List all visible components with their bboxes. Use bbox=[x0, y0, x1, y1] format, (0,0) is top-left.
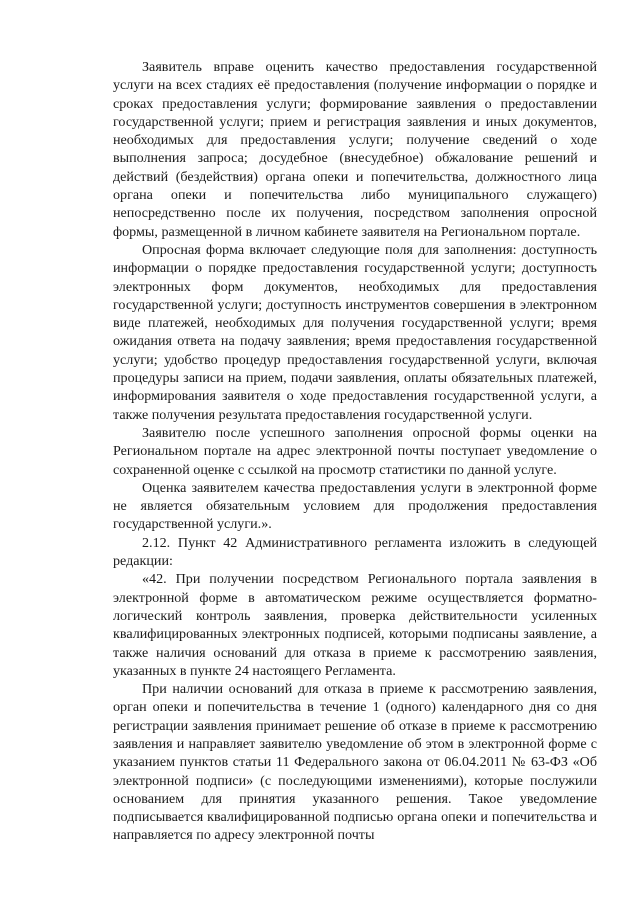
paragraph-item-42: «42. При получении посредством Регионального портала заявления в электронной форме в автоматическом режиме осуществляется форматно-логический контроль заявления, проверка действительности усиленных квалифицированных электронных подписей, которыми подписаны заявление, а также наличия оснований для отказа в приеме к рассмотрению заявления, указанных в пункте 24 настоящего Регламента. bbox=[113, 571, 597, 679]
paragraph-survey-form-fields: Опросная форма включает следующие поля для заполнения: доступность информации о порядке предоставления государственной услуги; доступность электронных форм документов, необходимых для предоставления государственной услуги; доступность инструментов совершения в электронном виде платежей, необходимых для получения государственной услуги; время ожидания ответа на подачу заявления; время предоставления государственной услуги; удобство процедур предоставления государственной услуги, включая процедуры записи на прием, подачи заявления, оплаты обязательных платежей, информирования заявителя о ходе предоставления государственной услуги, а также получения результата предоставления государственной услуги. bbox=[113, 241, 597, 423]
paragraph-refusal-grounds: При наличии оснований для отказа в приеме к рассмотрению заявления, орган опеки и попечительства в течение 1 (одного) календарного дня со дня регистрации заявления принимает решение об отказе в приеме к рассмотрению заявления и направляет заявителю уведомление об этом в электронной форме с указанием пунктов статьи 11 Федерального закона от 06.04.2011 № 63-ФЗ «Об электронной подписи» (с последующими изменениями), которые послужили основанием для принятия указанного решения. Такое уведомление подписывается квалифицированной подписью органа опеки и попечительства и направляется по адресу электронной почты bbox=[113, 681, 597, 844]
paragraph-email-notification: Заявителю после успешного заполнения опросной формы оценки на Региональном портале на адрес электронной почты поступает уведомление о сохраненной оценке с ссылкой на просмотр статистики по данной услуге. bbox=[113, 424, 597, 478]
paragraph-clause-2-12: 2.12. Пункт 42 Административного регламента изложить в следующей редакции: bbox=[113, 534, 597, 570]
document-body bbox=[113, 58, 597, 845]
paragraph-optional-assessment: Оценка заявителем качества предоставления услуги в электронной форме не является обязательным условием для продолжения предоставления государственной услуги.». bbox=[113, 479, 597, 533]
paragraph-quality-assessment: Заявитель вправе оценить качество предоставления государственной услуги на всех стадиях её предоставления (получение информации о порядке и сроках предоставления услуги; формирование заявления о предоставлении государственной услуги; прием и регистрация заявления и иных документов, необходимых для предоставления услуги; получение сведений о ходе выполнения запроса; досудебное (внесудебное) обжалование решений и действий (бездействия) органа опеки и попечительства, должностного лица органа опеки и попечительства либо муниципального служащего) непосредственно после их получения, посредством заполнения опросной формы, размещенной в личном кабинете заявителя на Региональном портале. bbox=[113, 59, 597, 240]
